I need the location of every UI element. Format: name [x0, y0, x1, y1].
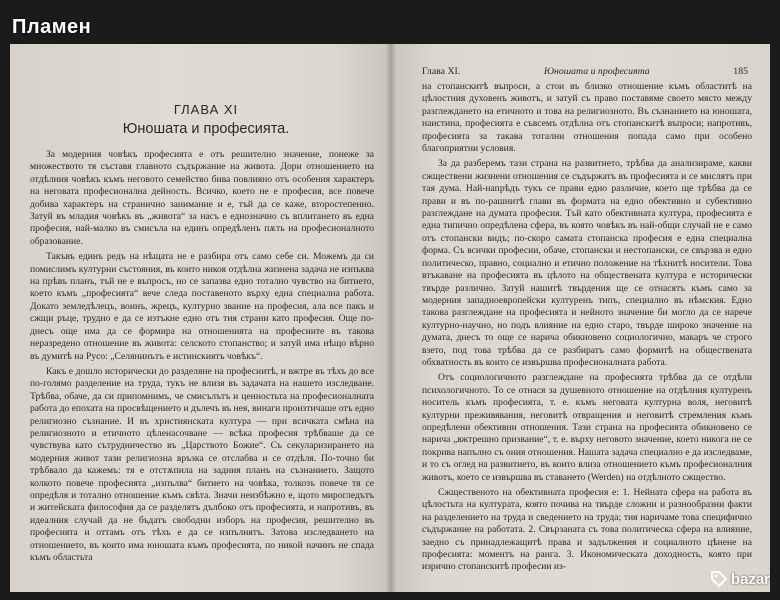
left-page — [10, 44, 390, 592]
right-page — [390, 44, 770, 592]
bazar-logo — [710, 570, 770, 588]
page-number: 185 — [733, 66, 748, 77]
paragraph: За модерния човѣкъ професията е отъ решително значение, понеже за множеството тя съставя главното съдържание на живота. Дори отношението на отдѣлния човѣкъ къмъ неговото семейство бива повлияно отъ особения характеръ на неговата професионална дейность. Всичко, което не е професия, все повече добива характеръ на странично занимание и е, тъй да се каже, второстепенно. Затуй въ младия човѣкъ въ „живота“ за насъ е еднозначно съ вплитането въ една професия, най-малко въ смисъла на единъ опредѣленъ пѫть на професионалното образование. — [30, 149, 374, 247]
running-head — [422, 66, 752, 77]
open-book — [10, 44, 770, 592]
book-gutter-shadow — [386, 44, 396, 592]
tag-icon — [710, 570, 728, 588]
paragraph: на стопанскитѣ въпроси, а стои въ близко отношение къмъ областитѣ на цѣлостния духовенъ животъ, и затуй съ право поставяме своето място между разглеждането на етичното и това на религиозното. Въ съзнанието на юношата, наистина, професията е съвсемъ отдѣлна отъ стопанскитѣ въпроси; напротивъ, професията за такава тотални отношения попада само при особено благоприятни условия. — [422, 81, 752, 155]
paragraph: Отъ социологичното разглеждане на професията трѣбва да се отдѣли психологичното. То се отнася за душевното отношение на отдѣлния културенъ носитель къмъ професията, т. е. къмъ неговата културна воля, неговитѣ културни преживявания, неговитѣ отвращения и неговитѣ стремления къмъ опредѣлени обективни отношения. Тази страна на професията обикновено се нарича „вжтрешно призвание“, т. е. върху неговото значение, което никога не се покрива напълно съ ония отношения. Нашата задача специално е да изследваме, и то съ оглед на развитието, въ които влиза отношението къмъ професионалния животъ, което се извършва въ ставането (Werden) на отдѣлното сжщество. — [422, 372, 752, 483]
running-head-title: Юношата и професията — [543, 66, 650, 77]
paragraph: Такъвъ единъ редъ на нѣщата не е разбира отъ само себе си. Можемъ да си помислимъ културни състояния, въ които никоя отдѣлна жизнена задача не изпъква на прѣвъ планъ, тъй не е въпросъ, но се запазва едно тотално чувство на битието, което къмъ „професията“ вече следа поставеното върху една специална работа. Докато земледѣлецъ, воинъ, жрецъ, културно звание на професия, ала все пакъ и сжщи ръце, трудно е да се изтъкне едно отъ тия страни като професия. Още по-днесъ още има да се формира на отношенията на професиите въ такова неразредено отношение въ живота: селското стопанство; и затуй има нѣщо вѣрно въ думитѣ на Русо: „Селянинътъ е истинскиятъ човѣкъ“. — [30, 251, 374, 362]
watermark-author: Пламен — [12, 16, 92, 38]
running-head-chapter: Глава XI. — [422, 66, 461, 77]
paragraph: За да разберемъ тази страна на развитието, трѣбва да анализираме, какви сжществени жизнени отношения се съдържатъ въ професията и се мислятъ при тая дума. Най-напрѣдъ тукъ се прави едно различие, което ще трѣбва да се прави и въ по-рашнитѣ глави въ формата на едно обективно и субективно разглеждане на думата професия. Тъй като обективната култура, професията е една типично опредѣлена сфера, въ която човѣкъ въ най-общи случай не е само отъ стопански видъ; по-скоро самата стопанска професия е една специална форма. Съ всички професии, обаче, стопански и нестопански, се свързва и едно политическо, правно, социално и етично положение на тѣхнитѣ носители. Това втъкаване на професията въ цѣлото на обществената култура е исторически твърде различно. Затуй нашитѣ твърдения ще се отнасятъ къмъ само за модерния западноевропейски културенъ типъ, специално въ нѣмския. Едно такова разглеждане на професията и нейното значение би могло да се нарече културно-научно, но подъ влияние на едно старо, твърде широко значение на думата, днесъ то още се нарича обикновено социологично, макаръ че строго взето, под това трѣбва да се разбиратъ само формитѣ на обществената обхватность въ които се извършва професионалната работа. — [422, 158, 752, 368]
logo-text: bazar — [730, 570, 770, 588]
chapter-number: ГЛАВА XI — [173, 102, 239, 117]
paragraph: Сжщественото на обективната професия е: 1. Нейната сфера на работа въ цѣлостьта на културата, която почива на твърде сложни и разнообразни факти на разделението на труда и сведението на труда; тия наричаме това специфично съдържание на работата. 2. Свързаната съ това политическа сфера на влияние, заедно съ принадлежащитѣ права и задължения и социалното цѣнене на професията: моментъ на ранга. 3. Икономическата доходность, която при изрично стопанскитѣ професии из- — [422, 487, 752, 573]
paragraph: Какъ е дошло исторически до разделяне на професиитѣ, и вжтре въ тѣхъ до все по-голямо разделение на труда, тукъ не влизя въ задачата на нашето изследване. Трѣбва, обаче, да си припомнимъ, че смисълътъ и ценностьта на професионалната работа до епохата на просвѣщението и дълечъ въ нея, винаги произтичаше отъ едно религиозно съзнание. И въ християнската култура — при всичката смѣна на религиозното и етичното цѣленасочване — всѣка професия трѣбваше да се чувствува като сътрудничество въ „Царството Божие“. Съ секуларизирането на модерния живот тази религиозна връзка се отслабва и се отдѣля. По-точно би трѣбвало да кажемъ: тя е отстѫпила на задния планъ на съзнанието. Защото колкото повече професията „изпълва“ битието на човѣка, толкозъ повече тя се опредѣля и тотално отношение къмъ свѣта. Значи неизбѣжно е, щото мирогледътъ и житейската философия да се разделятъ дълбоко отъ професията, и напротивъ, въ идеалния случай да не бъдатъ свободни изборъ на професия, решително въ професията и оттамъ отъ тѣхъ е да се изпълнятъ. Затова изследването на отношението, въ които има юношата къмъ професията, по никой начинъ не спада къмъ областьта — [30, 365, 374, 563]
chapter-heading — [38, 102, 374, 137]
chapter-title: Юношата и професията. — [122, 121, 290, 137]
